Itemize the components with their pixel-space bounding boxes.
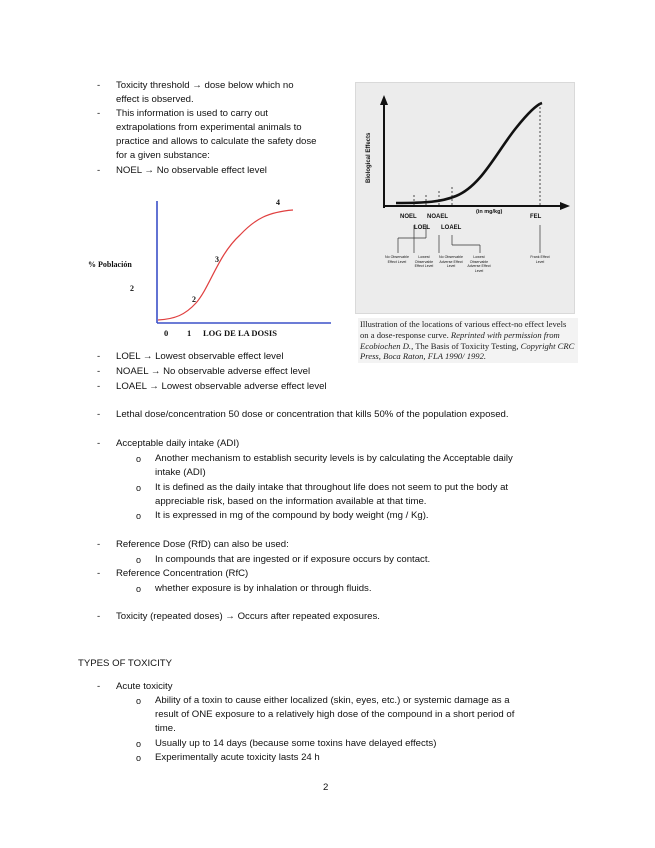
x-arrow-icon xyxy=(560,202,570,210)
caption-part1: Illustration of the locations of various effect-no effect levels on a dose-response curve. xyxy=(360,319,567,340)
x-tick-0: 0 xyxy=(164,328,169,338)
sub-bullet: o xyxy=(136,511,142,521)
page-number: 2 xyxy=(323,782,329,793)
repeated-doses-text: Toxicity (repeated doses) → Occurs after repeated exposures. xyxy=(116,611,380,622)
x-tick-1: 1 xyxy=(187,328,192,338)
adi-sub1-line1: Another mechanism to establish security levels is by calculating the Acceptable daily xyxy=(155,453,513,464)
sub-bullet: o xyxy=(136,454,142,464)
dose-response-curve xyxy=(158,210,293,320)
point-label-4: 4 xyxy=(276,198,280,207)
adi-sub3: It is expressed in mg of the compound by body weight (mg / Kg). xyxy=(155,510,429,521)
loael-definition: LOAEL → Lowest observable adverse effect level xyxy=(116,381,327,392)
adi-sub2-line1: It is defined as the daily intake that throughout life does not seem to put the body at xyxy=(155,482,509,493)
caption-part4: Copyright CRC Press, Boca Raton, FLA 1990/ 1992. xyxy=(360,340,575,362)
bullet-dash: - xyxy=(97,539,101,550)
bullet-dash: - xyxy=(97,366,101,377)
sigmoid-curve xyxy=(396,103,542,203)
acute-sub1-line3: time. xyxy=(155,723,176,734)
figure-fel-label: FEL xyxy=(530,214,542,220)
adi-sub2-line2: appreciable risk, based on the information available at that time. xyxy=(155,496,427,507)
acute-sub3: Experimentally acute toxicity lasts 24 h xyxy=(155,752,320,763)
sub-bullet: o xyxy=(136,739,142,749)
figure-box-loael: Lowest Observable Adverse Effect Level xyxy=(467,255,491,273)
acute-title: Acute toxicity xyxy=(116,681,173,692)
types-heading: TYPES OF TOXICITY xyxy=(78,658,173,669)
bullet-dash: - xyxy=(97,108,101,119)
adi-sub1-line2: intake (ADI) xyxy=(155,467,206,478)
acute-sub2: Usually up to 14 days (because some toxins have delayed effects) xyxy=(155,738,437,749)
rfd-sub1: In compounds that are ingested or if exposure occurs by contact. xyxy=(155,554,431,565)
noel-definition: NOEL → No observable effect level xyxy=(116,165,267,176)
figure-box-noel: No Observable Effect Level xyxy=(385,255,409,264)
figure-loel-label: LOEL xyxy=(414,225,430,231)
figure-ylabel: Biological Effects xyxy=(366,132,372,183)
bullet-dash: - xyxy=(97,438,101,449)
effect-levels-svg xyxy=(356,83,574,313)
figure-box-loel: Lowest Observable Effect Level xyxy=(414,255,434,269)
figure-box-noael: No Observable Adverse Effect Level xyxy=(439,255,463,269)
rfd-title: Reference Dose (RfD) can also be used: xyxy=(116,539,289,550)
threshold-text-line1: Toxicity threshold → dose below which no xyxy=(116,80,294,91)
sub-bullet: o xyxy=(136,696,142,706)
bullet-dash: - xyxy=(97,351,101,362)
acute-sub1-line1: Ability of a toxin to cause either localized (skin, eyes, etc.) or systemic damage as a xyxy=(155,695,510,706)
figure-units: (in mg/kg) xyxy=(476,209,503,215)
noael-definition: NOAEL → No observable adverse effect level xyxy=(116,366,311,377)
loel-definition: LOEL → Lowest observable effect level xyxy=(116,351,284,362)
caption-part2: Reprinted with permission from Ecobiochen D., xyxy=(360,329,560,351)
bullet-dash: - xyxy=(97,568,101,579)
info-text-line2: extrapolations from experimental animals to xyxy=(116,122,302,133)
point-label-3: 3 xyxy=(215,255,219,264)
sub-bullet: o xyxy=(136,753,142,763)
info-text-line1: This information is used to carry out xyxy=(116,108,268,119)
y-arrow-icon xyxy=(380,95,388,105)
chart-xlabel: LOG DE LA DOSIS xyxy=(203,328,277,338)
bullet-dash: - xyxy=(97,611,101,622)
figure-box-fel: Frank Effect Level xyxy=(530,255,550,264)
ld50-definition: Lethal dose/concentration 50 dose or concentration that kills 50% of the population exposed. xyxy=(116,409,509,420)
chart-ylabel: % Población xyxy=(88,260,132,269)
point-label-2: 2 xyxy=(130,284,134,293)
sub-bullet: o xyxy=(136,555,142,565)
rfc-sub1: whether exposure is by inhalation or through fluids. xyxy=(155,583,372,594)
figure-caption xyxy=(358,318,578,363)
point-label-2: 2 xyxy=(192,295,196,304)
adi-title: Acceptable daily intake (ADI) xyxy=(116,438,240,449)
caption-part3: The Basis of Toxicity Testing, xyxy=(413,340,521,351)
rfc-title: Reference Concentration (RfC) xyxy=(116,568,249,579)
sub-bullet: o xyxy=(136,483,142,493)
bullet-dash: - xyxy=(97,165,101,176)
figure-noel-label: NOEL xyxy=(400,214,417,220)
info-text-line3: practice and allows to calculate the safety dose xyxy=(116,136,317,147)
info-text-line4: for a given substance: xyxy=(116,150,210,161)
figure-noael-label: NOAEL xyxy=(427,214,448,220)
effect-levels-figure xyxy=(355,82,575,314)
bullet-dash: - xyxy=(97,681,101,692)
sub-bullet: o xyxy=(136,584,142,594)
bullet-dash: - xyxy=(97,381,101,392)
bullet-dash: - xyxy=(97,409,101,420)
threshold-text-line2: effect is observed. xyxy=(116,94,194,105)
acute-sub1-line2: result of ONE exposure to a relatively high dose of the compound in a short period of xyxy=(155,709,515,720)
figure-loael-label: LOAEL xyxy=(441,225,462,231)
population-curve-svg xyxy=(150,195,335,330)
bullet-dash: - xyxy=(97,80,101,91)
